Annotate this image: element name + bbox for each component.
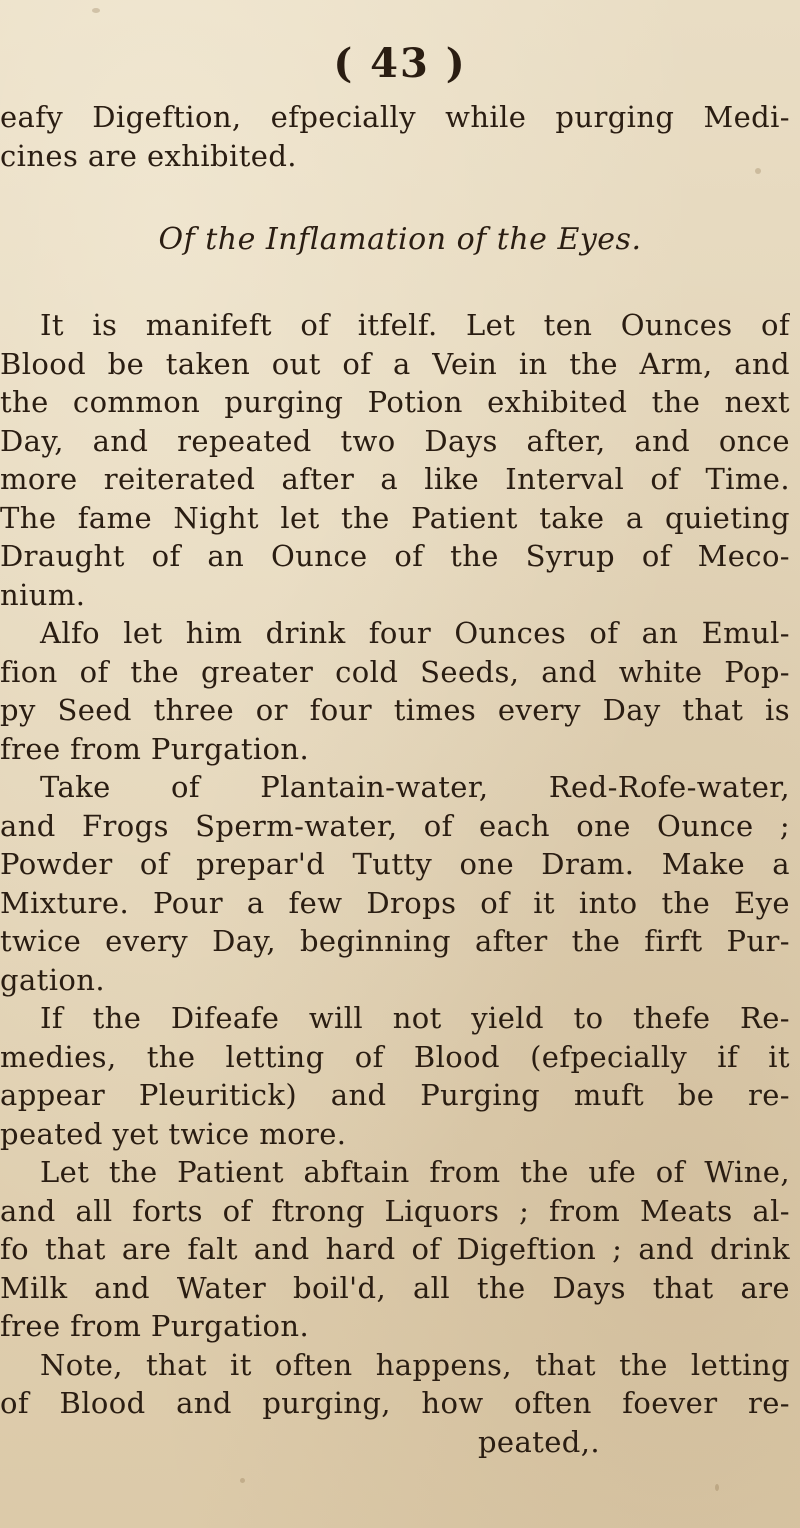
text-line: Draught of an Ounce of the Syrup of Meco-: [0, 539, 790, 573]
text-line: medies, the letting of Blood (efpecially if it: [0, 1039, 790, 1074]
text-line: cines are exhibited.: [0, 138, 297, 173]
text-line: free from Purgation.: [0, 1309, 310, 1343]
text-line: Note, that it often happens, that the letting: [40, 1347, 790, 1382]
text-line: Mixture. Pour a few Drops of it into the Eye: [0, 885, 790, 920]
text-line: appear Pleuritick) and Purging muft be re-: [0, 1078, 790, 1112]
text-line: fo that are falt and hard of Digeftion ; and drink: [0, 1232, 790, 1266]
text-line: If the Difeafe will not yield to thefe Re-: [40, 1001, 790, 1035]
text-line: Powder of prepar'd Tutty one Dram. Make a: [0, 847, 790, 881]
text-line: and Frogs Sperm-water, of each one Ounce ;: [0, 808, 790, 843]
text-line: Let the Patient abftain from the ufe of Wine,: [40, 1155, 790, 1189]
text-line: py Seed three or four times every Day that is: [0, 693, 790, 727]
text-line: Milk and Water boil'd, all the Days that are: [0, 1270, 790, 1305]
section-heading: Of the Inflamation of the Eyes.: [158, 222, 642, 257]
text-line: peated yet twice more.: [0, 1116, 347, 1151]
text-line: Day, and repeated two Days after, and once: [0, 423, 790, 458]
text-line: eafy Digeftion, efpecially while purging Medi-: [0, 100, 790, 134]
text-line: nium.: [0, 577, 86, 612]
catchword: peated,.: [477, 1424, 600, 1459]
intro-paragraph: [0, 98, 790, 175]
paper-blemish: [755, 168, 761, 174]
text-line: and all forts of ftrong Liquors ; from Meats al-: [0, 1193, 790, 1228]
text-line: It is manifeft of itfelf. Let ten Ounces of: [40, 308, 790, 342]
text-line: the common purging Potion exhibited the next: [0, 385, 790, 419]
paper-blemish: [715, 1484, 719, 1491]
text-line: twice every Day, beginning after the firft Pur-: [0, 924, 790, 958]
text-line: The fame Night let the Patient take a quieting: [0, 500, 790, 535]
text-line: Alfo let him drink four Ounces of an Emul-: [40, 616, 790, 650]
text-line: fion of the greater cold Seeds, and white Pop-: [0, 654, 790, 689]
paper-blemish: [240, 1478, 245, 1483]
text-line: of Blood and purging, how often foever re-: [0, 1386, 790, 1420]
text-line: Take of Plantain-water, Red-Rofe-water,: [40, 770, 790, 804]
text-line: more reiterated after a like Interval of Time.: [0, 462, 790, 496]
body-text: [0, 306, 790, 1461]
text-line: free from Purgation.: [0, 731, 310, 766]
page-number: ( 43 ): [333, 40, 467, 87]
text-line: gation.: [0, 962, 105, 997]
paper-blemish: [92, 8, 100, 13]
text-line: Blood be taken out of a Vein in the Arm, and: [0, 346, 790, 381]
